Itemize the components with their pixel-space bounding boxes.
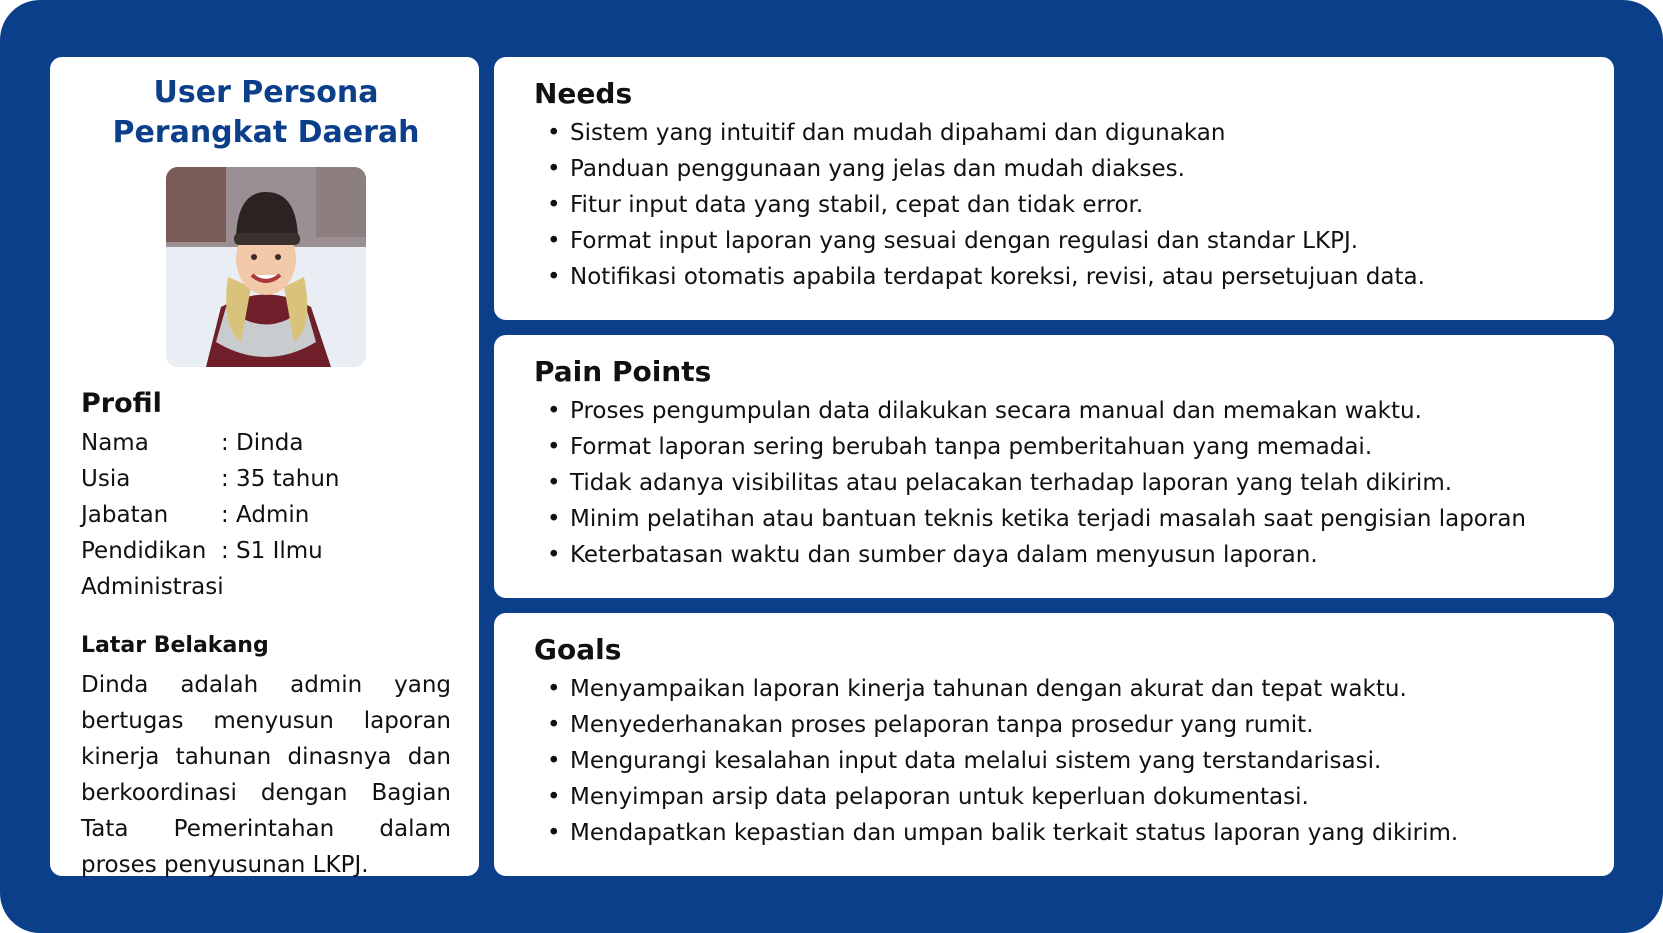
goals-list bbox=[534, 671, 1574, 851]
persona-photo-illustration bbox=[166, 167, 366, 367]
profile-label: Nama bbox=[81, 430, 149, 456]
persona-photo bbox=[166, 167, 366, 367]
persona-title-line2: Perangkat Daerah bbox=[112, 115, 420, 150]
list-item: • Format input laporan yang sesuai dengan regulasi dan standar LKPJ. bbox=[534, 223, 1574, 259]
list-item: • Notifikasi otomatis apabila terdapat koreksi, revisi, atau persetujuan data. bbox=[534, 259, 1574, 295]
persona-profile-card bbox=[50, 57, 479, 876]
profile-value-cont: Administrasi bbox=[81, 574, 224, 600]
profile-label: Jabatan bbox=[81, 502, 169, 528]
list-item: • Mendapatkan kepastian dan umpan balik terkait status laporan yang dikirim. bbox=[534, 815, 1574, 851]
list-item: • Menyederhanakan proses pelaporan tanpa prosedur yang rumit. bbox=[534, 707, 1574, 743]
profile-label: Pendidikan bbox=[81, 538, 207, 564]
profile-heading: Profil bbox=[81, 388, 162, 419]
needs-list bbox=[534, 115, 1574, 295]
profile-value: : Admin bbox=[221, 502, 310, 528]
profile-value: : 35 tahun bbox=[221, 466, 340, 492]
pain-points-card bbox=[494, 335, 1614, 598]
goals-card bbox=[494, 613, 1614, 876]
list-item: • Fitur input data yang stabil, cepat dan tidak error. bbox=[534, 187, 1574, 223]
list-item: • Menyimpan arsip data pelaporan untuk keperluan dokumentasi. bbox=[534, 779, 1574, 815]
profile-value: : S1 Ilmu bbox=[221, 538, 323, 564]
persona-title-line1: User Persona bbox=[153, 75, 379, 110]
profile-label: Usia bbox=[81, 466, 131, 492]
list-item: • Panduan penggunaan yang jelas dan mudah diakses. bbox=[534, 151, 1574, 187]
list-item: • Format laporan sering berubah tanpa pemberitahuan yang memadai. bbox=[534, 429, 1574, 465]
pain-points-list bbox=[534, 393, 1574, 573]
list-item: • Mengurangi kesalahan input data melalui sistem yang terstandarisasi. bbox=[534, 743, 1574, 779]
profile-row-usia bbox=[81, 461, 451, 497]
list-item: • Tidak adanya visibilitas atau pelacakan terhadap laporan yang telah dikirim. bbox=[534, 465, 1574, 501]
profile-row-jabatan bbox=[81, 497, 451, 533]
needs-heading: Needs bbox=[534, 77, 633, 110]
persona-title bbox=[81, 73, 451, 153]
background-heading: Latar Belakang bbox=[81, 633, 269, 658]
list-item: • Menyampaikan laporan kinerja tahunan dengan akurat dan tepat waktu. bbox=[534, 671, 1574, 707]
profile-value: : Dinda bbox=[221, 430, 304, 456]
profile-row-pendidikan-cont bbox=[81, 569, 451, 605]
list-item: • Minim pelatihan atau bantuan teknis ketika terjadi masalah saat pengisian laporan bbox=[534, 501, 1574, 537]
list-item: • Proses pengumpulan data dilakukan secara manual dan memakan waktu. bbox=[534, 393, 1574, 429]
needs-card bbox=[494, 57, 1614, 320]
profile-row-pendidikan bbox=[81, 533, 451, 569]
list-item: • Sistem yang intuitif dan mudah dipahami dan digunakan bbox=[534, 115, 1574, 151]
profile-table bbox=[81, 425, 451, 605]
background-text: Dinda adalah admin yang bertugas menyusun laporan kinerja tahunan dinasnya dan berkoordinasi dengan Bagian Tata Pemerintahan dalam proses penyusunan LKPJ. bbox=[81, 672, 451, 878]
pain-points-heading: Pain Points bbox=[534, 355, 712, 388]
profile-row-nama bbox=[81, 425, 451, 461]
goals-heading: Goals bbox=[534, 633, 622, 666]
list-item: • Keterbatasan waktu dan sumber daya dalam menyusun laporan. bbox=[534, 537, 1574, 573]
